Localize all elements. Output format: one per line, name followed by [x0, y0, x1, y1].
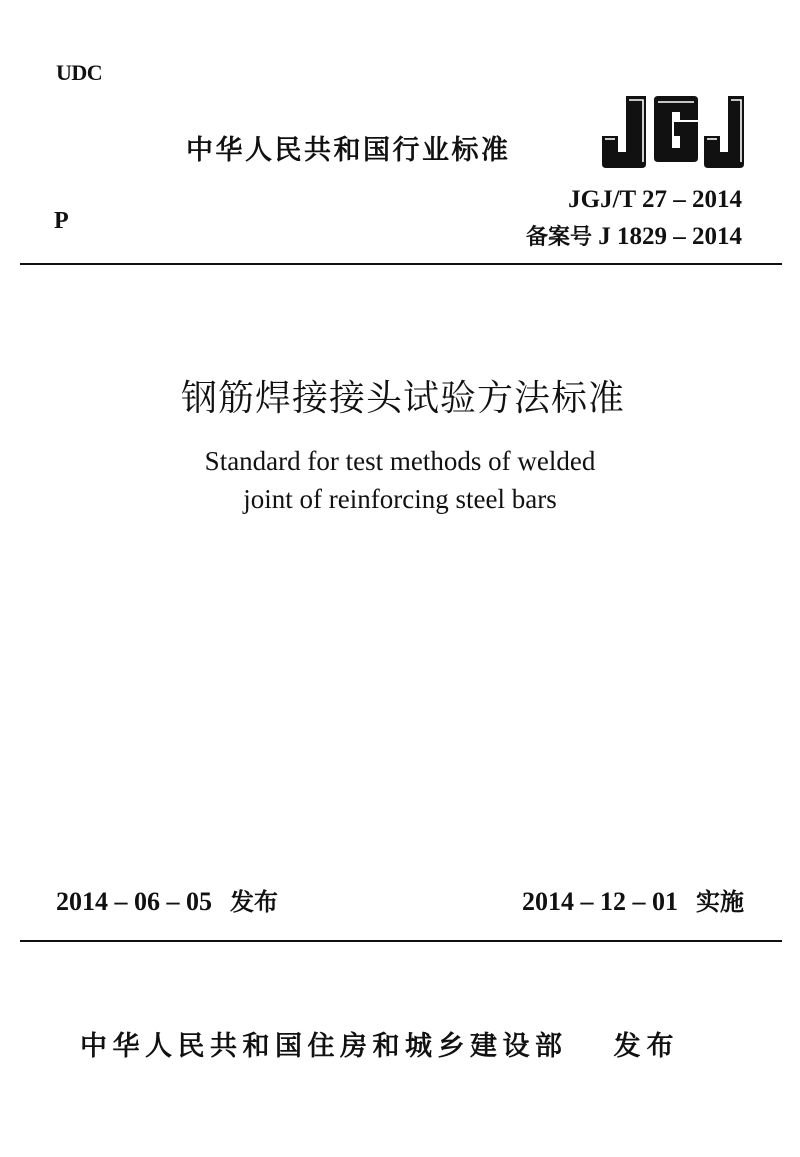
issue-date: 2014 – 06 – 05	[56, 887, 212, 916]
title-english-line2: joint of reinforcing steel bars	[243, 484, 557, 514]
footer-divider	[20, 940, 782, 942]
issue-date-line	[56, 882, 278, 917]
record-number-line	[526, 220, 742, 251]
industry-standard-heading: 中华人民共和国行业标准	[186, 135, 511, 166]
header-divider	[20, 263, 782, 265]
implementation-date: 2014 – 12 – 01	[522, 887, 678, 916]
issue-label: 发布	[230, 888, 278, 916]
record-label: 备案号	[525, 225, 592, 250]
record-number: J 1829 – 2014	[598, 223, 742, 250]
udc-label: UDC	[56, 60, 103, 85]
category-code: P	[54, 208, 69, 234]
publisher-line	[80, 1024, 680, 1063]
implementation-label: 实施	[696, 888, 744, 916]
publish-label: 发布	[613, 1031, 680, 1062]
title-english-line1: Standard for test methods of welded	[204, 446, 596, 476]
publisher-name: 中华人民共和国住房和城乡建设部	[80, 1031, 568, 1062]
jgj-logo	[600, 92, 746, 168]
standard-number: JGJ/T 27 – 2014	[568, 186, 742, 213]
title-chinese: 钢筋焊接接头试验方法标准	[180, 378, 625, 419]
implementation-date-line	[522, 882, 744, 917]
